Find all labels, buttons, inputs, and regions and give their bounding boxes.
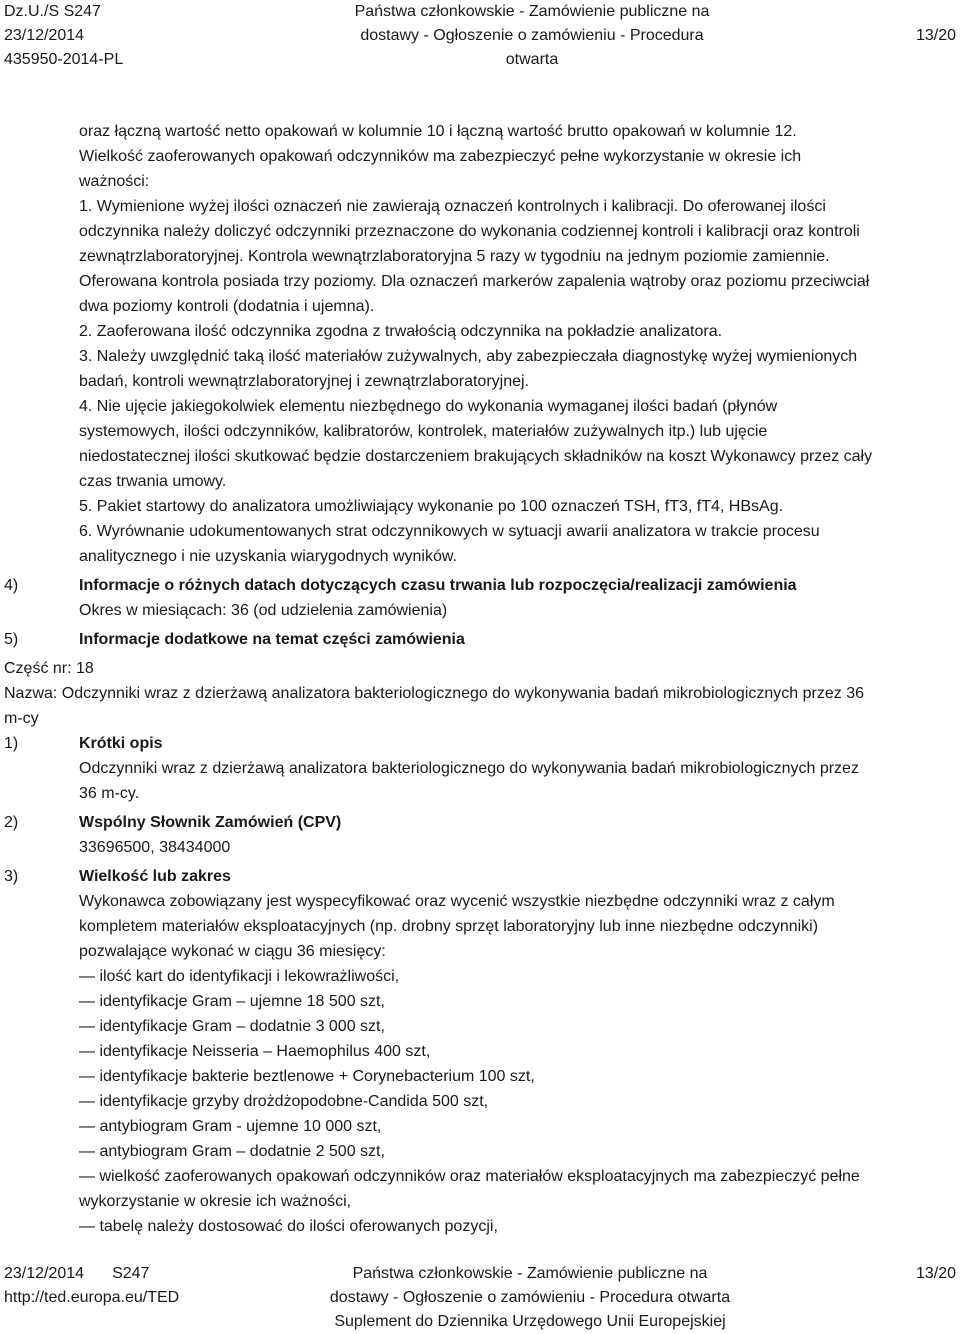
part-name-line1: Nazwa: Odczynniki wraz z dzierżawą analizatora bakteriologicznego do wykonywania badań mikrobiologicznych przez 36 [4,685,864,702]
text-line: Wykonawca zobowiązany jest wyspecyfikować oraz wycenić wszystkie niezbędne odczynniki wraz z całym [79,893,835,910]
section-text: Odczynniki wraz z dzierżawą analizatora bakteriologicznego do wykonywania badań mikrobiologicznych przez [79,760,859,777]
list-item: — identyfikacje Gram – ujemne 18 500 szt, [79,993,385,1010]
subsection-2 [0,810,960,860]
section-text: 36 m-cy. [79,785,140,802]
section-title: Wielkość lub zakres [79,868,231,885]
section-number: 3) [4,868,19,885]
text-line: ważności: [79,173,150,190]
text-line: 3. Należy uwzględnić taką ilość materiałów zużywalnych, aby zabezpieczała diagnostykę wyżej wymienionych [79,348,858,365]
cpv-codes: 33696500, 38434000 [79,839,231,856]
text-line: badań, kontroli wewnątrzlaboratoryjnej i zewnątrzlaboratoryjnej. [79,373,530,390]
text-line: zewnątrzlaboratoryjnej. Kontrola wewnątrzlaboratoryjna 5 razy w tygodniu na jednym poziomie zamiennie. [79,248,830,265]
footer-left [4,1262,179,1310]
text-line: 5. Pakiet startowy do analizatora umożliwiający wykonanie po 100 oznaczeń TSH, fT3, fT4, HBsAg. [79,498,784,515]
list-item: wykorzystanie w okresie ich ważności, [79,1193,352,1210]
subsection-1 [0,731,960,806]
section-number: 2) [4,814,19,831]
text-line: 2. Zaoferowana ilość odczynnika zgodna z trwałością odczynnika na pokładzie analizatora. [79,323,723,340]
header-page-number: 13/20 [915,27,956,44]
text-line: odczynnika należy doliczyć odczynniki przeznaczone do wykonania codziennej kontroli i kalibracji oraz kontroli [79,223,860,240]
text-line: analitycznego i nie uzyskania wiarygodnych wyników. [79,548,457,565]
text-line: oraz łączną wartość netto opakowań w kolumnie 10 i łączną wartość brutto opakowań w kolumnie 12. [79,123,797,140]
text-line: 1. Wymienione wyżej ilości oznaczeń nie zawierają oznaczeń kontrolnych i kalibracji. Do oferowanej ilości [79,198,826,215]
list-item: — identyfikacje bakterie beztlenowe + Corynebacterium 100 szt, [79,1068,535,1085]
intro-block [0,119,960,569]
footer-series: S247 [112,1265,150,1282]
text-line: pozwalające wykonać w ciągu 36 miesięcy: [79,943,386,960]
section-number: 4) [4,577,19,594]
list-item: — identyfikacje Neisseria – Haemophilus 400 szt, [79,1043,431,1060]
footer-date: 23/12/2014 [4,1265,85,1282]
text-line: czas trwania umowy. [79,473,227,490]
subsection-3 [0,864,960,1239]
header-title-line1: Państwa członkowskie - Zamówienie publiczne na [354,3,710,20]
header-left [4,0,123,72]
notice-id: 435950-2014-PL [4,51,124,68]
footer-title-line2: dostawy - Ogłoszenie o zamówieniu - Procedura otwarta [329,1289,731,1306]
header-date: 23/12/2014 [4,27,85,44]
footer-title-line1: Państwa członkowskie - Zamówienie publiczne na [352,1265,708,1282]
list-item: — identyfikacje Gram – dodatnie 3 000 szt, [79,1018,385,1035]
section-title: Informacje dodatkowe na temat części zamówienia [79,631,465,648]
document-body [0,119,960,1239]
section-title: Krótki opis [79,735,163,752]
section-5 [0,627,960,652]
part-number: Część nr: 18 [4,660,94,677]
part-info [0,656,960,731]
section-text: Okres w miesiącach: 36 (od udzielenia zamówienia) [79,602,448,619]
list-item: — wielkość zaoferowanych opakowań odczynników oraz materiałów eksploatacyjnych ma zabezpieczyć pełne [79,1168,860,1185]
text-line: 4. Nie ujęcie jakiegokolwiek elementu niezbędnego do wykonania wymaganej ilości badań (płynów [79,398,778,415]
text-line: 6. Wyrównanie udokumentowanych strat odczynnikowych w sytuacji awarii analizatora w trakcie procesu [79,523,820,540]
text-line: niedostatecznej ilości skutkować będzie dostarczeniem brakujących składników na koszt Wykonawcy przez cały [79,448,873,465]
section-title: Wspólny Słownik Zamówień (CPV) [79,814,342,831]
footer-title [290,1262,770,1334]
list-item: — identyfikacje grzyby drożdżopodobne-Candida 500 szt, [79,1093,489,1110]
page-footer [0,1262,960,1334]
header-title [336,0,728,72]
text-line: Oferowana kontrola posiada trzy poziomy. Dla oznaczeń markerów zapalenia wątroby oraz poziomu przeciwciał [79,273,870,290]
list-item: — antybiogram Gram - ujemne 10 000 szt, [79,1118,382,1135]
list-item: — antybiogram Gram – dodatnie 2 500 szt, [79,1143,385,1160]
section-4 [0,573,960,623]
text-line: Wielkość zaoferowanych opakowań odczynników ma zabezpieczyć pełne wykorzystanie w okresie ich [79,148,802,165]
text-line: dwa poziomy kontroli (dodatnia i ujemna). [79,298,375,315]
text-line: systemowych, ilości odczynników, kalibratorów, kontrolek, materiałów zużywalnych itp.) lub ujęcie [79,423,768,440]
journal-ref: Dz.U./S S247 [4,3,101,20]
list-item: — ilość kart do identyfikacji i lekowrażliwości, [79,968,400,985]
list-item: — tabelę należy dostosować do ilości oferowanych pozycji, [79,1218,498,1235]
section-number: 1) [4,735,19,752]
footer-page-number: 13/20 [915,1265,956,1282]
footer-title-line3: Suplement do Dziennika Urzędowego Unii Europejskiej [334,1313,726,1330]
section-number: 5) [4,631,19,648]
page-header [0,0,960,72]
section-title: Informacje o różnych datach dotyczących czasu trwania lub rozpoczęcia/realizacji zamówienia [79,577,797,594]
part-name-line2: m-cy [4,710,39,727]
text-line: kompletem materiałów eksploatacyjnych (np. drobny sprzęt laboratoryjny lub inne niezbędne odczynniki) [79,918,819,935]
header-title-line2: dostawy - Ogłoszenie o zamówieniu - Procedura otwarta [360,27,704,68]
footer-url[interactable]: http://ted.europa.eu/TED [4,1289,180,1306]
